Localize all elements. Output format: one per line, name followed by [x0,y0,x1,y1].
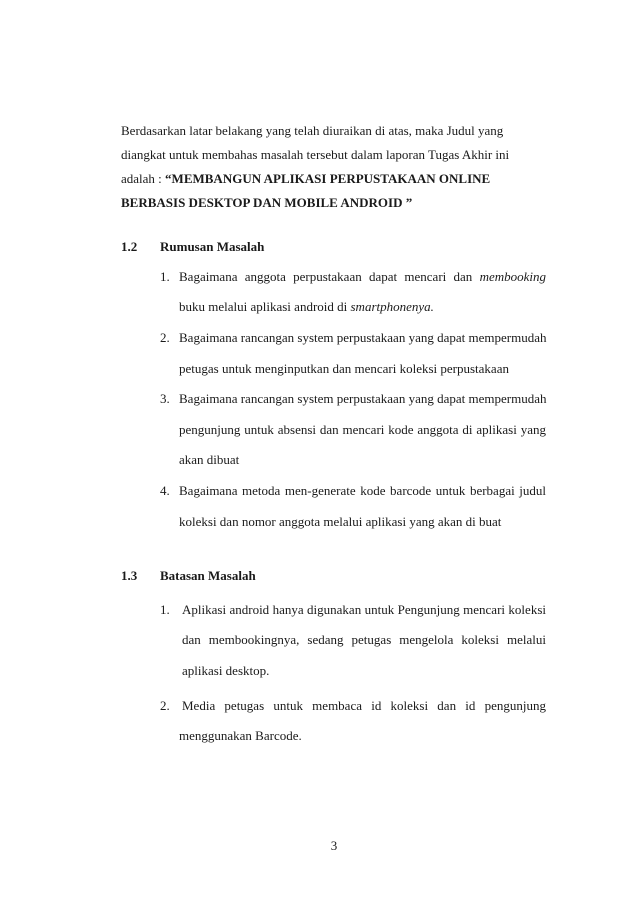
intro-line-2: diangkat untuk membahas masalah tersebut dalam laporan Tugas Akhir ini [121,147,510,162]
intro-line-1: Berdasarkan latar belakang yang telah diuraikan di atas, maka Judul yang [121,123,504,138]
list-item-number: 2. [160,330,170,345]
section-number-1-3: 1.3 [121,568,138,583]
list-item-line: Bagaimana rancangan system perpustakaan yang dapat mempermudah [179,330,547,345]
list-item-line: Aplikasi android hanya digunakan untuk Pengunjung mencari koleksi [182,602,546,617]
section-title-batasan-masalah: Batasan Masalah [160,568,256,583]
list-item-number: 4. [160,483,170,498]
section-number-1-2: 1.2 [121,239,138,254]
list-item-line: Bagaimana metoda men-generate kode barcode untuk berbagai judul [179,483,546,498]
list-item-line: akan dibuat [179,452,240,467]
intro-line-3-prefix: adalah : [121,171,166,186]
list-item-number: 2. [160,698,170,713]
list-item-text: Bagaimana anggota perpustakaan dapat mencari dan [179,269,473,284]
list-item-line: aplikasi desktop. [182,663,270,678]
list-item-line [179,299,434,315]
list-item-number: 3. [160,391,170,406]
page-number: 3 [330,838,338,853]
list-item-line: koleksi dan nomor anggota melalui aplikasi yang akan di buat [179,514,502,529]
intro-line-3 [121,171,490,187]
section-title-rumusan-masalah: Rumusan Masalah [160,239,265,254]
thesis-title-part-2: BERBASIS DESKTOP DAN MOBILE ANDROID ” [121,195,413,210]
thesis-title-part-1: “MEMBANGUN APLIKASI PERPUSTAKAAN ONLINE [165,171,491,186]
list-item-italic-term: smartphonenya. [350,299,434,314]
list-item-italic-term: membooking [479,269,546,284]
list-item-number: 1. [160,602,170,617]
list-item-line: dan membookingnya, sedang petugas mengelola koleksi melalui [182,632,546,647]
list-item-line [179,269,546,285]
list-item-line: Bagaimana rancangan system perpustakaan yang dapat mempermudah [179,391,547,406]
list-item-line: menggunakan Barcode. [179,728,302,743]
list-item-text: buku melalui aplikasi android di [179,299,351,314]
list-item-number: 1. [160,269,170,284]
list-item-line: pengunjung untuk absensi dan mencari kode anggota di aplikasi yang [179,422,546,437]
list-item-line: petugas untuk menginputkan dan mencari koleksi perpustakaan [179,361,509,376]
list-item-line: Media petugas untuk membaca id koleksi dan id pengunjung [182,698,546,713]
